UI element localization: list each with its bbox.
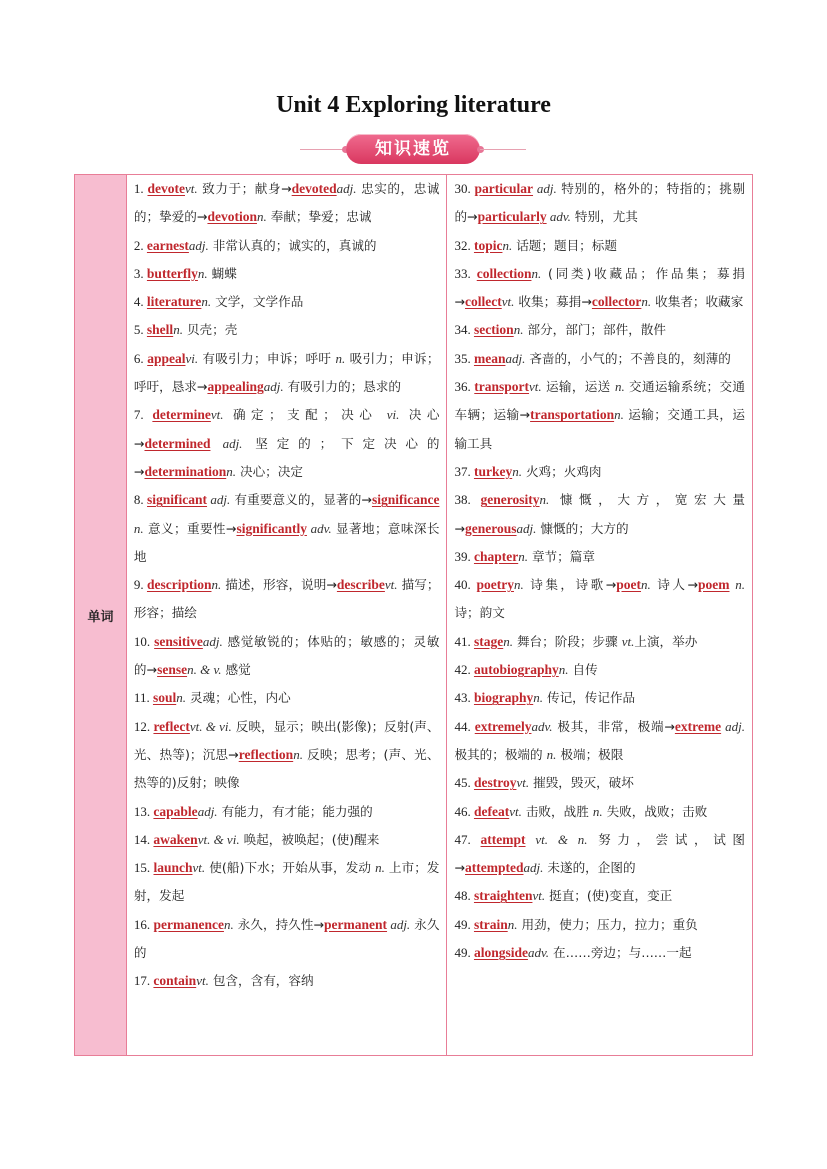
entry-number: 38. bbox=[454, 492, 481, 508]
definition: 话题；题目；标题 bbox=[512, 237, 617, 253]
definition: 传记，传记作品 bbox=[542, 690, 636, 706]
part-of-speech: n. bbox=[375, 860, 385, 876]
part-of-speech: n. bbox=[558, 662, 569, 678]
part-of-speech: vt. bbox=[196, 973, 209, 989]
definition: 使(船)下水；开始从事，发动 bbox=[205, 860, 376, 876]
entry-number: 45. bbox=[454, 775, 474, 791]
vocab-word: describe bbox=[336, 577, 385, 593]
vocabulary-table bbox=[74, 174, 753, 1056]
entry-number: 1. bbox=[133, 181, 148, 196]
definition: 有能力，有才能；能力强的 bbox=[217, 803, 373, 819]
definition: 未遂的，企图的 bbox=[543, 860, 636, 876]
entry-number: 34. bbox=[454, 322, 474, 338]
entry-number: 8. bbox=[133, 492, 148, 508]
part-of-speech: vi. bbox=[386, 407, 400, 423]
definition: 收集者；收藏家 bbox=[651, 294, 744, 310]
vocab-entry bbox=[134, 684, 440, 712]
part-of-speech: n. bbox=[211, 577, 222, 593]
entry-number: 47. bbox=[454, 831, 481, 847]
vocab-entry bbox=[454, 798, 745, 826]
definition: 文学，文学作品 bbox=[211, 294, 304, 310]
vocab-word: biography bbox=[473, 690, 534, 706]
definition: 反映；思考；(声、光、热等的)反射；映像 bbox=[133, 746, 440, 791]
vocab-entry bbox=[454, 713, 745, 770]
definition: 在……旁边；与……一起 bbox=[549, 945, 692, 961]
definition: 上市；发射，发起 bbox=[133, 860, 440, 904]
part-of-speech: n. bbox=[133, 520, 144, 536]
definition: 努力，尝试，试图→ bbox=[454, 831, 745, 876]
definition: 决心→ bbox=[133, 407, 440, 451]
entry-number: 2. bbox=[133, 237, 147, 253]
vocab-word: contain bbox=[153, 973, 197, 989]
part-of-speech: n. bbox=[335, 350, 346, 366]
part-of-speech: vt. & vi. bbox=[197, 831, 240, 847]
section-label: 单词 bbox=[75, 175, 127, 1055]
part-of-speech: adj. bbox=[202, 633, 223, 649]
vocab-entry bbox=[454, 175, 745, 232]
definition: 反映，显示；映出(影像)；反射(声、光、热等)；沉思→ bbox=[133, 718, 440, 762]
vocab-word: topic bbox=[473, 237, 503, 253]
vocab-word: collector bbox=[591, 294, 642, 310]
vocab-word: turkey bbox=[473, 463, 513, 479]
entry-number: 7. bbox=[133, 407, 153, 423]
entry-number: 12. bbox=[133, 718, 154, 734]
vocab-entry bbox=[454, 232, 745, 260]
entry-number: 35. bbox=[454, 350, 474, 366]
definition: 部分，部门；部件，散件 bbox=[523, 322, 666, 338]
vocab-word: poet bbox=[616, 577, 642, 593]
part-of-speech: n. bbox=[293, 746, 303, 762]
vocab-word: capable bbox=[153, 803, 198, 819]
definition: 灵魂；心性，内心 bbox=[185, 690, 291, 706]
vocab-entry bbox=[454, 316, 745, 344]
definition: 自传 bbox=[568, 662, 598, 678]
part-of-speech: n. bbox=[507, 916, 518, 932]
vocab-word: significant bbox=[147, 492, 208, 508]
vocab-entry bbox=[134, 345, 440, 402]
vocab-word: devoted bbox=[291, 181, 337, 196]
vocab-word: soul bbox=[152, 690, 177, 706]
vocab-word: description bbox=[146, 577, 212, 593]
vocab-entry bbox=[454, 769, 745, 797]
vocab-entry bbox=[134, 854, 440, 911]
banner-line-left bbox=[300, 149, 346, 150]
entry-number: 11. bbox=[133, 690, 153, 706]
entry-number: 14. bbox=[133, 831, 154, 847]
vocab-entry bbox=[454, 911, 745, 939]
part-of-speech: n. bbox=[592, 803, 603, 819]
definition: 舞台；阶段；步骤 bbox=[512, 633, 622, 649]
definition: 章节；篇章 bbox=[527, 548, 595, 564]
entry-number: 30. bbox=[454, 181, 475, 196]
vocab-word: extremely bbox=[474, 718, 532, 734]
definition: 贝壳；壳 bbox=[182, 322, 238, 338]
part-of-speech: adv. bbox=[531, 718, 553, 734]
part-of-speech: n. & v. bbox=[187, 662, 222, 678]
part-of-speech: adj. bbox=[207, 492, 231, 508]
part-of-speech: n. bbox=[614, 407, 624, 423]
part-of-speech: adj. bbox=[336, 181, 357, 196]
definition: 吝啬的，小气的；不善良的，刻薄的 bbox=[525, 350, 731, 366]
vocab-word: mean bbox=[473, 350, 506, 366]
part-of-speech: vt. bbox=[529, 379, 542, 395]
part-of-speech: n. bbox=[533, 690, 543, 706]
part-of-speech: n. bbox=[226, 463, 236, 479]
part-of-speech: n. bbox=[614, 379, 625, 395]
vocab-column-left bbox=[127, 175, 448, 1055]
vocab-word: devotion bbox=[207, 209, 257, 225]
vocab-word: poetry bbox=[476, 577, 514, 593]
definition: 上演，举办 bbox=[634, 633, 698, 649]
vocab-word: literature bbox=[146, 294, 202, 310]
vocab-word: reflect bbox=[153, 718, 190, 734]
definition: 确定；支配；决心 bbox=[223, 407, 387, 423]
part-of-speech: n. bbox=[531, 265, 542, 281]
definition: 致力于；献身→ bbox=[197, 181, 292, 196]
definition: 挺直；(使)变直，变正 bbox=[545, 888, 673, 904]
entry-number: 15. bbox=[133, 860, 154, 876]
part-of-speech: n. bbox=[503, 633, 513, 649]
vocab-word: reflection bbox=[238, 746, 294, 762]
vocab-entry bbox=[134, 401, 440, 486]
part-of-speech: n. bbox=[176, 690, 186, 706]
vocab-word: appeal bbox=[147, 350, 186, 366]
definition: 用劲，使力；压力，拉力；重负 bbox=[517, 916, 698, 932]
definition: 运输，运送 bbox=[541, 379, 615, 395]
vocab-entry bbox=[134, 967, 440, 995]
part-of-speech: vt. bbox=[184, 181, 198, 196]
entry-number: 43. bbox=[454, 690, 474, 706]
definition: 显著地；意味深长地 bbox=[133, 520, 440, 564]
part-of-speech: n. bbox=[173, 322, 183, 338]
vocab-word: launch bbox=[153, 860, 193, 876]
entry-number: 9. bbox=[133, 577, 147, 593]
vocab-entry bbox=[454, 260, 745, 317]
definition: 交通运输系统；交通车辆；运输→ bbox=[454, 379, 745, 423]
part-of-speech: vt. bbox=[621, 633, 635, 649]
part-of-speech: vt. bbox=[501, 294, 515, 310]
vocab-entry bbox=[134, 316, 440, 344]
entry-number: 17. bbox=[133, 973, 154, 989]
vocab-entry bbox=[454, 571, 745, 628]
vocab-word: significance bbox=[371, 492, 440, 508]
vocab-entry bbox=[134, 232, 440, 260]
vocab-word: transport bbox=[474, 379, 530, 395]
part-of-speech: n. bbox=[539, 492, 550, 508]
entry-number: 36. bbox=[454, 379, 475, 395]
entry-number: 16. bbox=[133, 916, 154, 932]
definition: 描述，形容，说明→ bbox=[221, 577, 337, 593]
vocab-entry bbox=[134, 260, 440, 288]
definition: 感觉敏锐的；体贴的；敏感的；灵敏的→ bbox=[133, 633, 440, 678]
definition: 特别的，格外的；特指的；挑剔的→ bbox=[454, 181, 745, 225]
vocab-word: appealing bbox=[207, 379, 264, 395]
vocab-entry bbox=[454, 882, 745, 910]
part-of-speech: vt. bbox=[532, 888, 546, 904]
vocab-word: transportation bbox=[530, 407, 615, 423]
part-of-speech: adv. bbox=[546, 209, 571, 225]
part-of-speech: adj. bbox=[721, 718, 746, 734]
part-of-speech: vt. & vi. bbox=[189, 718, 232, 734]
entry-number: 49. bbox=[454, 945, 474, 961]
entry-number: 42. bbox=[454, 662, 474, 678]
definition: 忠实的，忠诚的；挚爱的→ bbox=[133, 181, 440, 225]
vocab-word: awaken bbox=[153, 831, 198, 847]
vocab-entry bbox=[454, 939, 745, 967]
entry-number: 13. bbox=[133, 803, 154, 819]
part-of-speech: n. bbox=[641, 294, 652, 310]
part-of-speech: n. bbox=[546, 746, 557, 762]
entry-number: 4. bbox=[133, 294, 147, 310]
entry-number: 41. bbox=[454, 633, 474, 649]
vocab-word: earnest bbox=[146, 237, 189, 253]
definition: 摧毁，毁灭，破坏 bbox=[529, 775, 634, 791]
entry-number: 49. bbox=[454, 916, 474, 932]
definition: 极其的；极端的 bbox=[454, 746, 547, 762]
part-of-speech: n. bbox=[197, 265, 208, 281]
entry-number: 6. bbox=[133, 350, 148, 366]
definition: 慷慨的；大方的 bbox=[536, 520, 629, 536]
entry-number: 5. bbox=[133, 322, 147, 338]
definition: 有重要意义的，显著的→ bbox=[230, 492, 372, 508]
vocab-entry bbox=[134, 175, 440, 232]
definition: 蝴蝶 bbox=[207, 265, 237, 281]
vocab-entry bbox=[134, 288, 440, 316]
definition: 诗人→ bbox=[650, 577, 699, 593]
part-of-speech: adj. bbox=[210, 435, 243, 451]
section-banner bbox=[300, 134, 526, 164]
entry-number: 39. bbox=[454, 548, 474, 564]
banner-label: 知识速览 bbox=[346, 134, 480, 164]
vocab-word: defeat bbox=[473, 803, 510, 819]
part-of-speech: n. bbox=[513, 322, 524, 338]
part-of-speech: vt. bbox=[210, 407, 224, 423]
vocab-word: significantly bbox=[236, 520, 307, 536]
definition: 击败，战胜 bbox=[521, 803, 593, 819]
definition: 奉献；挚爱；忠诚 bbox=[266, 209, 372, 225]
definition: 特别，尤其 bbox=[570, 209, 638, 225]
vocab-word: alongside bbox=[473, 945, 528, 961]
definition: 极端；极限 bbox=[556, 746, 624, 762]
vocab-entry bbox=[134, 713, 440, 798]
entry-number: 48. bbox=[454, 888, 474, 904]
definition: 极其，非常，极端→ bbox=[552, 718, 675, 734]
vocab-word: determination bbox=[144, 463, 227, 479]
vocab-entry bbox=[134, 798, 440, 826]
part-of-speech: n. bbox=[256, 209, 267, 225]
vocab-entry bbox=[454, 345, 745, 373]
vocab-word: particularly bbox=[477, 209, 547, 225]
entry-number: 10. bbox=[133, 633, 155, 649]
entry-number: 33. bbox=[454, 265, 477, 281]
vocab-word: poem bbox=[698, 577, 730, 593]
vocab-entry bbox=[454, 628, 745, 656]
vocab-entry bbox=[454, 826, 745, 883]
definition: 诗；韵文 bbox=[454, 605, 505, 621]
part-of-speech: n. bbox=[223, 916, 234, 932]
entry-number: 32. bbox=[454, 237, 474, 253]
part-of-speech: adj. bbox=[188, 237, 209, 253]
vocab-word: straighten bbox=[473, 888, 533, 904]
vocab-word: determined bbox=[144, 435, 211, 451]
vocab-entry bbox=[134, 486, 440, 571]
definition: 运输；交通工具，运输工具 bbox=[454, 407, 745, 451]
page-title: Unit 4 Exploring literature bbox=[276, 92, 551, 118]
definition: 描写；形容；描绘 bbox=[133, 577, 440, 621]
vocab-word: strain bbox=[473, 916, 508, 932]
vocab-entry bbox=[454, 486, 745, 543]
vocab-word: autobiography bbox=[473, 662, 559, 678]
definition: 火鸡；火鸡肉 bbox=[521, 463, 602, 479]
vocab-word: extreme bbox=[674, 718, 722, 734]
vocab-entry bbox=[454, 656, 745, 684]
definition: 永久的 bbox=[133, 916, 440, 961]
vocab-word: generosity bbox=[480, 492, 540, 508]
part-of-speech: n. bbox=[729, 577, 746, 593]
vocab-word: shell bbox=[146, 322, 174, 338]
part-of-speech: vt. bbox=[384, 577, 398, 593]
vocab-word: butterfly bbox=[146, 265, 198, 281]
definition: 坚定的；下定决心的→ bbox=[133, 435, 440, 479]
definition: 包含，含有，容纳 bbox=[208, 973, 314, 989]
part-of-speech: vt. bbox=[516, 775, 530, 791]
definition: (同类)收藏品；作品集；募捐→ bbox=[454, 265, 745, 310]
vocab-word: chapter bbox=[473, 548, 519, 564]
part-of-speech: adj. bbox=[197, 803, 218, 819]
entry-number: 3. bbox=[133, 265, 147, 281]
vocab-word: generous bbox=[465, 520, 517, 536]
definition: 失败，战败；击败 bbox=[602, 803, 708, 819]
part-of-speech: adj. bbox=[263, 379, 284, 395]
part-of-speech: vt. bbox=[509, 803, 522, 819]
part-of-speech: n. bbox=[518, 548, 528, 564]
definition: 非常认真的；诚实的，真诚的 bbox=[208, 237, 377, 253]
definition: 决心；决定 bbox=[235, 463, 303, 479]
definition: 吸引力；申诉；呼吁，恳求→ bbox=[133, 350, 440, 395]
definition: 诗集，诗歌→ bbox=[523, 577, 617, 593]
part-of-speech: adj. bbox=[533, 181, 557, 196]
vocab-word: collect bbox=[465, 294, 502, 310]
banner-line-right bbox=[480, 149, 526, 150]
vocab-word: sense bbox=[157, 662, 188, 678]
vocab-entry bbox=[454, 458, 745, 486]
part-of-speech: n. bbox=[513, 577, 524, 593]
vocab-word: sensitive bbox=[154, 633, 203, 649]
vocab-word: attempted bbox=[465, 860, 524, 876]
definition: 有吸引力；申诉；呼吁 bbox=[198, 350, 336, 366]
part-of-speech: vt. bbox=[192, 860, 206, 876]
vocab-word: permanent bbox=[324, 916, 388, 932]
vocab-word: collection bbox=[476, 265, 532, 281]
part-of-speech: vi. bbox=[185, 350, 199, 366]
definition: 有吸引力的；恳求的 bbox=[283, 379, 401, 395]
vocab-entry bbox=[134, 911, 440, 968]
vocab-word: destroy bbox=[473, 775, 517, 791]
vocab-word: determine bbox=[152, 407, 211, 423]
part-of-speech: n. bbox=[502, 237, 513, 253]
definition: 永久，持久性→ bbox=[233, 916, 325, 932]
part-of-speech: adj. bbox=[516, 520, 537, 536]
vocab-entry bbox=[454, 543, 745, 571]
vocab-entry bbox=[454, 684, 745, 712]
definition: 收集；募捐→ bbox=[514, 294, 592, 310]
definition: 意义；重要性→ bbox=[143, 520, 237, 536]
part-of-speech: adv. bbox=[527, 945, 550, 961]
definition: 慷慨，大方，宽宏大量→ bbox=[454, 492, 745, 536]
definition: 唤起，被唤起；(使)醒来 bbox=[239, 831, 380, 847]
vocab-entry bbox=[134, 628, 440, 685]
vocab-word: stage bbox=[473, 633, 504, 649]
entry-number: 37. bbox=[454, 463, 474, 479]
part-of-speech: n. bbox=[512, 463, 522, 479]
vocab-word: section bbox=[473, 322, 514, 338]
part-of-speech: n. bbox=[201, 294, 212, 310]
part-of-speech: vt. & n. bbox=[525, 831, 588, 847]
entry-number: 44. bbox=[454, 718, 475, 734]
part-of-speech: n. bbox=[641, 577, 651, 593]
part-of-speech: adj. bbox=[387, 916, 411, 932]
vocab-word: attempt bbox=[480, 831, 526, 847]
vocab-word: devote bbox=[147, 181, 185, 196]
vocab-entry bbox=[134, 826, 440, 854]
vocab-word: particular bbox=[474, 181, 534, 196]
vocab-word: permanence bbox=[153, 916, 224, 932]
entry-number: 46. bbox=[454, 803, 474, 819]
vocab-column-right bbox=[447, 175, 752, 1055]
part-of-speech: adj. bbox=[523, 860, 544, 876]
vocab-entry bbox=[134, 571, 440, 628]
definition: 感觉 bbox=[221, 662, 251, 678]
part-of-speech: adv. bbox=[306, 520, 332, 536]
part-of-speech: adj. bbox=[505, 350, 526, 366]
vocab-entry bbox=[454, 373, 745, 458]
entry-number: 40. bbox=[454, 577, 477, 593]
